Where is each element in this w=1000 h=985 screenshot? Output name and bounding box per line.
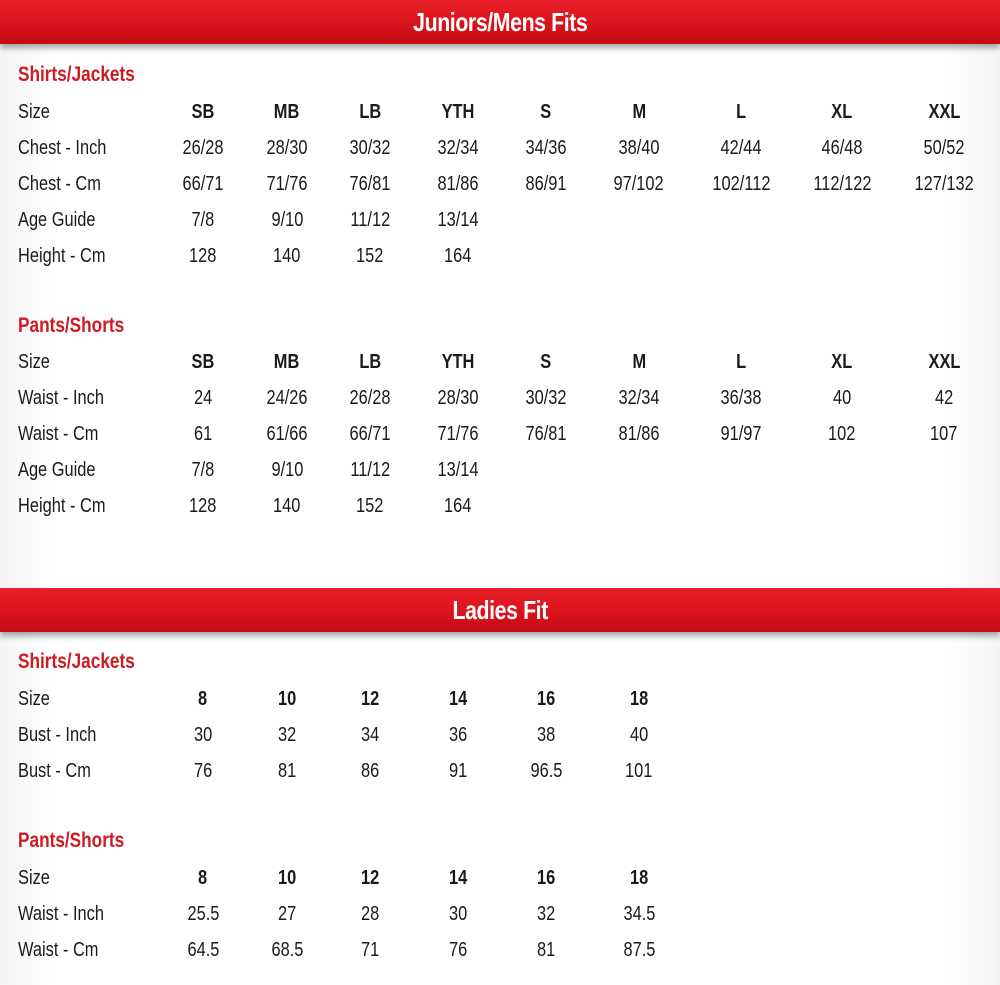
cell-value: 140 — [273, 495, 301, 517]
cell-value: 76/81 — [525, 423, 567, 445]
cell-value: 81 — [277, 760, 297, 782]
mens-shirts-cell — [320, 208, 420, 232]
cell-value: 128 — [189, 245, 217, 267]
mens-shirts-row-label: Height - Cm — [18, 245, 106, 267]
mens-pants-cell — [894, 422, 994, 446]
cell-value: 102/112 — [711, 173, 771, 195]
ladies-shirts-row-label: Bust - Cm — [18, 760, 91, 782]
mens-pants-cell — [408, 494, 508, 518]
ladies-panel — [0, 632, 1000, 985]
cell-value: 164 — [444, 245, 472, 267]
mens-pants-cell — [792, 386, 892, 410]
cell-value: 152 — [356, 245, 384, 267]
cell-value: 97/102 — [613, 173, 665, 195]
cell-value: 152 — [356, 495, 384, 517]
cell-value: 81/86 — [437, 173, 479, 195]
mens-pants-cell — [408, 422, 508, 446]
cell-value: 18 — [629, 867, 649, 889]
cell-value: 36 — [448, 724, 468, 746]
cell-value: 32 — [536, 903, 556, 925]
mens-pants-cell — [691, 422, 791, 446]
cell-value: SB — [191, 101, 215, 123]
cell-value: 127/132 — [914, 173, 974, 195]
ladies-pants-title: Pants/Shorts — [18, 829, 125, 852]
cell-value: 66/71 — [182, 173, 224, 195]
cell-value: 61 — [193, 423, 213, 445]
ladies-pants-row-label: Size — [18, 867, 50, 889]
cell-value: 101 — [625, 760, 653, 782]
cell-value: 164 — [444, 495, 472, 517]
cell-value: 34.5 — [623, 903, 655, 925]
mens-shirts-cell — [496, 172, 596, 196]
ladies-pants-cell — [320, 902, 420, 926]
cell-value: 71/76 — [266, 173, 308, 195]
ladies-shirts-cell — [408, 759, 508, 783]
ladies-shirts-size-header — [408, 687, 508, 711]
cell-value: 32 — [277, 724, 297, 746]
ladies-shirts-cell — [496, 723, 596, 747]
cell-value: 107 — [930, 423, 958, 445]
cell-value: YTH — [441, 351, 475, 373]
ladies-banner — [0, 588, 1000, 632]
cell-value: 24/26 — [266, 387, 308, 409]
mens-pants-row-label: Size — [18, 351, 50, 373]
cell-value: 102 — [828, 423, 856, 445]
ladies-shirts-cell — [589, 723, 689, 747]
cell-value: 64.5 — [187, 939, 219, 961]
mens-pants-cell — [894, 386, 994, 410]
cell-value: 8 — [198, 867, 208, 889]
ladies-shirts-title: Shirts/Jackets — [18, 650, 135, 673]
ladies-shirts-row-label: Size — [18, 688, 50, 710]
mens-shirts-cell — [408, 208, 508, 232]
ladies-shirts-cell — [496, 759, 596, 783]
cell-value: 28 — [360, 903, 380, 925]
cell-value: 38/40 — [618, 137, 660, 159]
cell-value: 46/48 — [821, 137, 863, 159]
mens-shirts-cell — [691, 172, 791, 196]
cell-value: 40 — [629, 724, 649, 746]
mens-pants-size-header — [496, 350, 596, 374]
mens-pants-cell — [320, 386, 420, 410]
mens-shirts-row-label: Chest - Cm — [18, 173, 101, 195]
mens-pants-cell — [792, 422, 892, 446]
cell-value: 32/34 — [618, 387, 660, 409]
mens-pants-cell — [320, 422, 420, 446]
cell-value: 16 — [536, 688, 556, 710]
ladies-pants-size-header — [408, 866, 508, 890]
mens-pants-row-label: Waist - Cm — [18, 423, 99, 445]
mens-pants-size-header — [408, 350, 508, 374]
ladies-pants-cell — [408, 938, 508, 962]
cell-value: 9/10 — [271, 459, 303, 481]
cell-value: 30/32 — [349, 137, 391, 159]
mens-pants-size-header — [792, 350, 892, 374]
ladies-pants-row-label: Waist - Cm — [18, 939, 99, 961]
mens-shirts-cell — [792, 172, 892, 196]
ladies-shirts-size-header — [496, 687, 596, 711]
cell-value: SB — [191, 351, 215, 373]
cell-value: 36/38 — [720, 387, 762, 409]
cell-value: 40 — [832, 387, 852, 409]
cell-value: 140 — [273, 245, 301, 267]
cell-value: 30 — [193, 724, 213, 746]
mens-pants-row-label: Height - Cm — [18, 495, 106, 517]
mens-shirts-size-header — [894, 100, 994, 124]
cell-value: 128 — [189, 495, 217, 517]
cell-value: 9/10 — [271, 209, 303, 231]
cell-value: 34/36 — [525, 137, 567, 159]
cell-value: 13/14 — [437, 209, 479, 231]
ladies-shirts-cell — [589, 759, 689, 783]
cell-value: 76 — [448, 939, 468, 961]
cell-value: 112/122 — [812, 173, 872, 195]
mens-shirts-row-label: Age Guide — [18, 209, 96, 231]
cell-value: L — [735, 101, 747, 123]
cell-value: LB — [359, 101, 381, 123]
cell-value: 81 — [536, 939, 556, 961]
cell-value: 96.5 — [530, 760, 562, 782]
mens-shirts-cell — [691, 136, 791, 160]
cell-value: S — [540, 101, 552, 123]
cell-value: 24 — [193, 387, 213, 409]
cell-value: 10 — [277, 867, 297, 889]
mens-shirts-row-label: Size — [18, 101, 50, 123]
cell-value: 50/52 — [923, 137, 965, 159]
ladies-shirts-cell — [320, 723, 420, 747]
cell-value: 30/32 — [525, 387, 567, 409]
juniors-mens-banner — [0, 0, 1000, 44]
cell-value: 71 — [360, 939, 380, 961]
mens-shirts-cell — [408, 136, 508, 160]
ladies-pants-cell — [408, 902, 508, 926]
cell-value: 11/12 — [350, 459, 390, 481]
cell-value: 11/12 — [350, 209, 390, 231]
cell-value: 76 — [193, 760, 213, 782]
ladies-pants-row-label: Waist - Inch — [18, 903, 104, 925]
cell-value: XL — [831, 351, 853, 373]
mens-pants-cell — [408, 386, 508, 410]
mens-pants-size-header — [589, 350, 689, 374]
cell-value: 38 — [536, 724, 556, 746]
cell-value: 91 — [448, 760, 468, 782]
cell-value: 42 — [934, 387, 954, 409]
ladies-pants-size-header — [496, 866, 596, 890]
cell-value: 42/44 — [720, 137, 762, 159]
ladies-shirts-row-label: Bust - Inch — [18, 724, 97, 746]
cell-value: 87.5 — [623, 939, 655, 961]
mens-pants-cell — [408, 458, 508, 482]
cell-value: 32/34 — [437, 137, 479, 159]
mens-pants-row-label: Waist - Inch — [18, 387, 104, 409]
cell-value: XXL — [928, 101, 960, 123]
cell-value: 26/28 — [182, 137, 224, 159]
cell-value: 86 — [360, 760, 380, 782]
cell-value: 28/30 — [437, 387, 479, 409]
ladies-pants-cell — [320, 938, 420, 962]
ladies-pants-cell — [496, 902, 596, 926]
cell-value: 25.5 — [187, 903, 219, 925]
mens-pants-cell — [589, 386, 689, 410]
mens-shirts-cell — [894, 172, 994, 196]
mens-shirts-row-label: Chest - Inch — [18, 137, 107, 159]
cell-value: 66/71 — [349, 423, 391, 445]
cell-value: XL — [831, 101, 853, 123]
mens-shirts-cell — [320, 244, 420, 268]
cell-value: 18 — [629, 688, 649, 710]
mens-shirts-cell — [320, 172, 420, 196]
ladies-pants-cell — [589, 938, 689, 962]
mens-pants-cell — [496, 422, 596, 446]
cell-value: 61/66 — [266, 423, 308, 445]
mens-shirts-size-header — [691, 100, 791, 124]
cell-value: MB — [274, 101, 300, 123]
cell-value: 12 — [360, 867, 380, 889]
cell-value: XXL — [928, 351, 960, 373]
cell-value: 12 — [360, 688, 380, 710]
cell-value: 27 — [277, 903, 297, 925]
cell-value: 7/8 — [191, 209, 215, 231]
mens-shirts-cell — [894, 136, 994, 160]
mens-pants-cell — [589, 422, 689, 446]
mens-shirts-cell — [589, 136, 689, 160]
mens-pants-cell — [320, 494, 420, 518]
cell-value: 34 — [360, 724, 380, 746]
ladies-shirts-size-header — [320, 687, 420, 711]
ladies-banner-title: Ladies Fit — [452, 595, 548, 625]
cell-value: 28/30 — [266, 137, 308, 159]
cell-value: 8 — [198, 688, 208, 710]
cell-value: LB — [359, 351, 381, 373]
cell-value: 10 — [277, 688, 297, 710]
mens-shirts-size-header — [496, 100, 596, 124]
cell-value: S — [540, 351, 552, 373]
cell-value: M — [632, 101, 646, 123]
mens-pants-cell — [496, 386, 596, 410]
mens-pants-title: Pants/Shorts — [18, 314, 125, 337]
cell-value: 14 — [448, 688, 468, 710]
mens-shirts-cell — [408, 172, 508, 196]
cell-value: 16 — [536, 867, 556, 889]
mens-pants-size-header — [691, 350, 791, 374]
mens-shirts-cell — [792, 136, 892, 160]
ladies-pants-cell — [589, 902, 689, 926]
mens-pants-size-header — [894, 350, 994, 374]
cell-value: 7/8 — [191, 459, 215, 481]
ladies-pants-size-header — [589, 866, 689, 890]
mens-pants-row-label: Age Guide — [18, 459, 96, 481]
ladies-shirts-cell — [408, 723, 508, 747]
cell-value: 81/86 — [618, 423, 660, 445]
mens-pants-size-header — [320, 350, 420, 374]
cell-value: L — [735, 351, 747, 373]
ladies-shirts-size-header — [589, 687, 689, 711]
cell-value: 86/91 — [525, 173, 567, 195]
mens-shirts-cell — [496, 136, 596, 160]
cell-value: MB — [274, 351, 300, 373]
cell-value: 76/81 — [349, 173, 391, 195]
cell-value: 26/28 — [349, 387, 391, 409]
cell-value: M — [632, 351, 646, 373]
mens-shirts-cell — [320, 136, 420, 160]
mens-shirts-title: Shirts/Jackets — [18, 63, 135, 86]
mens-shirts-size-header — [408, 100, 508, 124]
mens-shirts-size-header — [589, 100, 689, 124]
mens-shirts-cell — [589, 172, 689, 196]
mens-shirts-cell — [408, 244, 508, 268]
cell-value: 30 — [448, 903, 468, 925]
cell-value: 14 — [448, 867, 468, 889]
mens-shirts-size-header — [320, 100, 420, 124]
ladies-pants-size-header — [320, 866, 420, 890]
cell-value: 13/14 — [437, 459, 479, 481]
cell-value: YTH — [441, 101, 475, 123]
ladies-pants-cell — [496, 938, 596, 962]
juniors-mens-banner-title: Juniors/Mens Fits — [412, 7, 588, 37]
cell-value: 91/97 — [720, 423, 762, 445]
cell-value: 68.5 — [271, 939, 303, 961]
cell-value: 71/76 — [437, 423, 479, 445]
mens-shirts-size-header — [792, 100, 892, 124]
ladies-shirts-cell — [320, 759, 420, 783]
mens-pants-cell — [691, 386, 791, 410]
mens-pants-cell — [320, 458, 420, 482]
